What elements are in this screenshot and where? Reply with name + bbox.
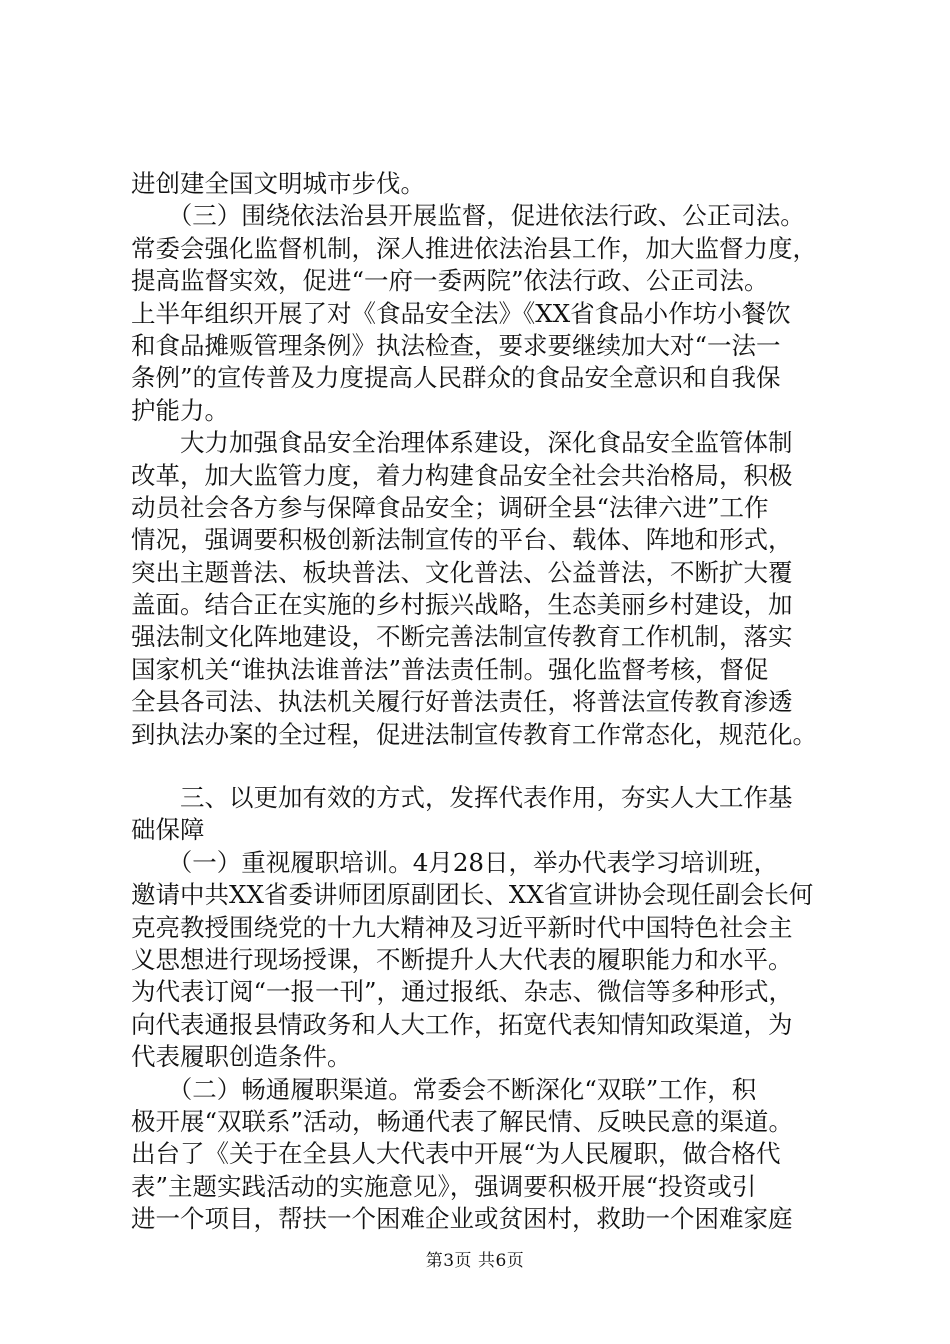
text-line: 动员社会各方参与保障食品安全；调研全县“法律六进”工作 — [131, 492, 769, 522]
text-line: 突出主题普法、板块普法、文化普法、公益普法，不断扩大覆 — [131, 557, 793, 587]
text-line: 和食品摊贩管理条例》执法检查，要求要继续加大对“一法一 — [131, 330, 781, 360]
text-line: （二）畅通履职渠道。常委会不断深化“双联”工作，积 — [131, 1074, 757, 1104]
text-line: 向代表通报县情政务和人大工作，拓宽代表知情知政渠道，为 — [131, 1009, 793, 1039]
text-line: 大力加强食品安全治理体系建设，深化食品安全监管体制 — [131, 428, 793, 458]
page-number-footer: 第3页 共6页 — [425, 1251, 525, 1271]
paragraph-gap — [131, 751, 831, 782]
text-line: 国家机关“谁执法谁普法”普法责任制。强化监督考核，督促 — [131, 654, 769, 684]
text-line: 全县各司法、执法机关履行好普法责任，将普法宣传教育渗透 — [131, 687, 793, 717]
text-line: 表”主题实践活动的实施意见》，强调要积极开展“投资或引 — [131, 1171, 757, 1201]
text-line: 代表履职创造条件。 — [131, 1042, 352, 1072]
text-line: 出台了《关于在全县人大代表中开展“为人民履职，做合格代 — [131, 1139, 781, 1169]
text-line: 邀请中共XX省委讲师团原副团长、XX省宣讲协会现任副会长何 — [131, 880, 814, 910]
text-line: 极开展“双联系”活动，畅通代表了解民情、反映民意的渠道。 — [131, 1106, 794, 1136]
document-body — [131, 168, 831, 1236]
section-heading-line: 础保障 — [131, 815, 205, 845]
text-line: 进创建全国文明城市步伐。 — [131, 169, 425, 198]
text-line: 情况，强调要积极创新法制宣传的平台、载体、阵地和形式， — [131, 525, 793, 555]
text-line: 义思想进行现场授课，不断提升人大代表的履职能力和水平。 — [131, 944, 793, 974]
text-line: 到执法办案的全过程，促进法制宣传教育工作常态化，规范化。 — [131, 719, 817, 749]
text-line: 条例”的宣传普及力度提高人民群众的食品安全意识和自我保 — [131, 363, 781, 393]
text-line: 改革，加大监管力度，着力构建食品安全社会共治格局，积极 — [131, 460, 793, 490]
text-line: 护能力。 — [131, 395, 229, 425]
text-line: 提高监督实效，促进“一府一委两院”依法行政、公正司法。 — [131, 266, 769, 296]
text-line: 为代表订阅“一报一刊”，通过报纸、杂志、微信等多种形式， — [131, 977, 794, 1007]
text-line: （三）围绕依法治县开展监督，促进依法行政、公正司法。 — [131, 201, 805, 231]
text-line: 强法制文化阵地建设，不断完善法制宣传教育工作机制，落实 — [131, 622, 793, 652]
text-line: 克亮教授围绕党的十九大精神及习近平新时代中国特色社会主 — [131, 912, 793, 942]
text-line: （一）重视履职培训。4月28日，举办代表学习培训班， — [131, 847, 779, 877]
text-line: 盖面。结合正在实施的乡村振兴战略，生态美丽乡村建设，加 — [131, 590, 793, 620]
section-heading-line: 三、以更加有效的方式，发挥代表作用，夯实人大工作基 — [131, 783, 793, 813]
text-line: 上半年组织开展了对《食品安全法》《XX省食品小作坊小餐饮 — [131, 298, 791, 328]
text-line: 常委会强化监督机制，深人推进依法治县工作，加大监督力度， — [131, 233, 817, 263]
text-line: 进一个项目，帮扶一个困难企业或贫困村，救助一个困难家庭 — [131, 1204, 793, 1234]
